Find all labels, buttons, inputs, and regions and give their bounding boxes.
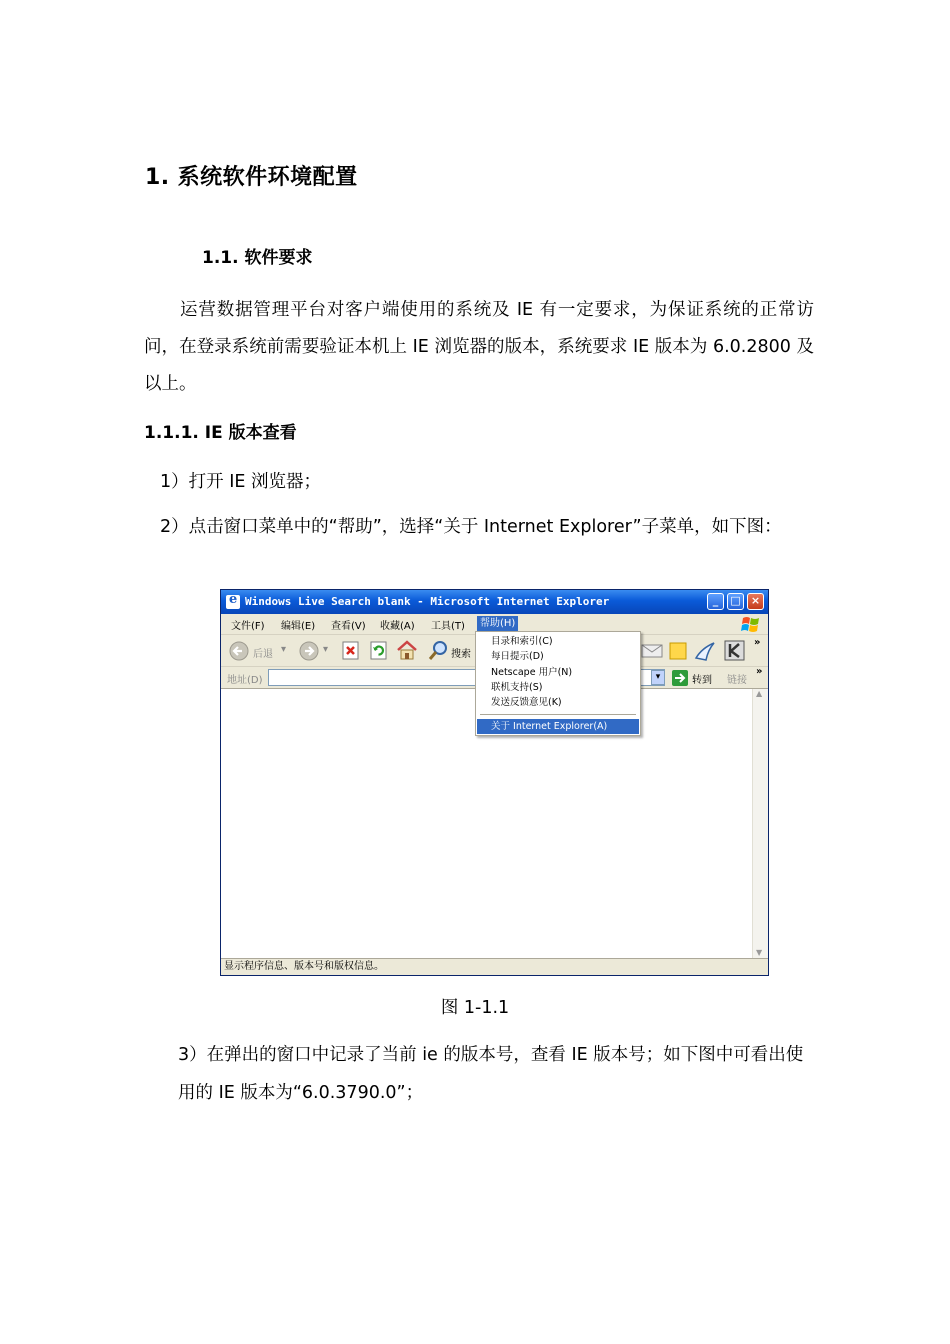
- k-icon[interactable]: [724, 640, 745, 661]
- status-bar: 显示程序信息、版本号和版权信息。: [221, 958, 768, 975]
- section-heading: [145, 160, 358, 191]
- search-label: 搜索: [451, 649, 471, 660]
- stop-icon[interactable]: [341, 641, 360, 660]
- menu-edit[interactable]: 编辑(E): [281, 621, 316, 632]
- notes-icon[interactable]: [669, 642, 687, 660]
- subsubsection-heading: 1.1.1. IE 版本查看: [144, 423, 297, 443]
- section-number: 1.: [145, 165, 170, 190]
- minimize-icon[interactable]: _: [707, 593, 724, 610]
- help-item-online-support[interactable]: 联机支持(S): [491, 682, 543, 693]
- help-item-about-ie[interactable]: 关于 Internet Explorer(A): [477, 719, 639, 734]
- title-bar: [221, 590, 768, 614]
- refresh-icon[interactable]: [369, 641, 388, 660]
- help-item-send-feedback[interactable]: 发送反馈意见(K): [491, 697, 562, 708]
- menu-tools[interactable]: 工具(T): [431, 621, 465, 632]
- subsection-heading: 1.1. 软件要求: [202, 248, 313, 268]
- back-label: 后退: [253, 649, 273, 660]
- help-item-netscape-users[interactable]: Netscape 用户(N): [491, 667, 573, 678]
- go-label[interactable]: 转到: [692, 675, 712, 686]
- menu-help[interactable]: 帮助(H): [477, 616, 518, 631]
- help-menu-dropdown: [475, 631, 641, 736]
- home-icon[interactable]: [396, 639, 418, 661]
- forward-dropdown-icon[interactable]: ▾: [323, 644, 329, 655]
- help-item-tip-of-day[interactable]: 每日提示(D): [491, 651, 544, 662]
- address-label: 地址(D): [227, 675, 263, 686]
- go-arrow-icon[interactable]: [672, 670, 688, 686]
- ie-icon: [226, 595, 240, 609]
- menu-separator: [480, 714, 636, 715]
- intro-paragraph: 运营数据管理平台对客户端使用的系统及 IE 有一定要求，为保证系统的正常访问，在登录系统前需要验证本机上 IE 浏览器的版本，系统要求 IE 版本为 6.0.2800 及以上。: [144, 300, 814, 394]
- forward-arrow-icon[interactable]: [299, 641, 319, 661]
- links-more-icon[interactable]: »: [756, 666, 763, 677]
- back-arrow-icon[interactable]: [229, 641, 249, 661]
- section-title: 系统软件环境配置: [177, 165, 358, 190]
- vertical-scrollbar[interactable]: [752, 689, 768, 959]
- close-icon[interactable]: ×: [747, 593, 764, 610]
- address-dropdown-icon[interactable]: ▾: [651, 670, 665, 685]
- links-label[interactable]: 链接: [727, 675, 747, 686]
- ie-window-screenshot: [220, 589, 769, 976]
- scroll-up-icon[interactable]: ▲: [756, 689, 763, 698]
- menu-file[interactable]: 文件(F): [231, 621, 265, 632]
- search-icon[interactable]: [427, 640, 449, 662]
- mail-icon[interactable]: [641, 644, 663, 658]
- back-dropdown-icon[interactable]: ▾: [281, 644, 287, 655]
- step-1: 1）打开 IE 浏览器；: [160, 472, 321, 492]
- step-2: 2）点击窗口菜单中的“帮助”，选择“关于 Internet Explorer”子菜单，如下图：: [160, 517, 782, 537]
- windows-flag-icon: [740, 615, 762, 634]
- messenger-icon[interactable]: [694, 640, 718, 662]
- maximize-icon[interactable]: □: [727, 593, 744, 610]
- figure-caption: 图 1-1.1: [440, 998, 510, 1018]
- toolbar-more-icon[interactable]: »: [754, 637, 761, 648]
- scroll-down-icon[interactable]: ▼: [756, 948, 763, 957]
- menu-view[interactable]: 查看(V): [331, 621, 366, 632]
- help-item-contents[interactable]: 目录和索引(C): [491, 636, 553, 647]
- window-title: Windows Live Search blank - Microsoft Internet Explorer: [245, 595, 610, 608]
- menu-favorites[interactable]: 收藏(A): [380, 621, 415, 632]
- step-3: 3）在弹出的窗口中记录了当前 ie 的版本号，查看 IE 版本号；如下图中可看出使用的 IE 版本为“6.0.3790.0”；: [178, 1045, 804, 1103]
